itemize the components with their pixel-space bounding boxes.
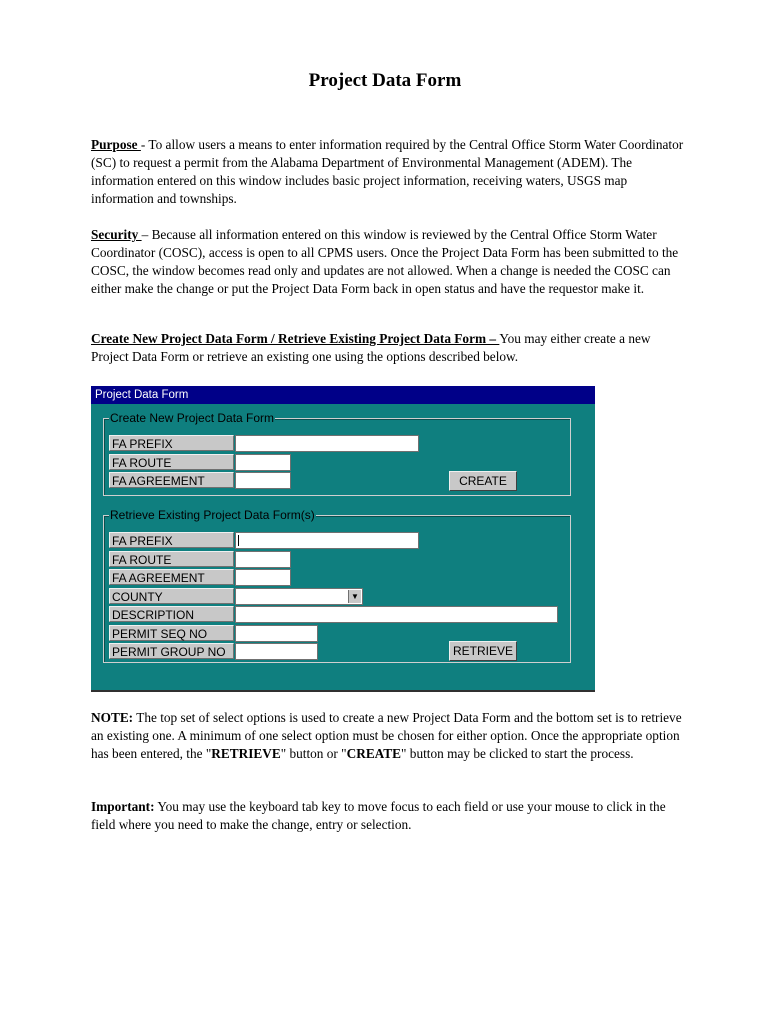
note-create: CREATE xyxy=(346,746,402,761)
page-title: Project Data Form xyxy=(308,70,462,91)
note-retrieve: RETRIEVE xyxy=(211,746,281,761)
retrieve-county-select[interactable] xyxy=(235,588,363,605)
note-paragraph xyxy=(91,709,691,763)
note-text-1: The top set of select options is used to create a new Project Data Form and the bottom set is to retrieve an existing one. A minimum of one select option must be chosen for either option. Once the appropriate option has been entered, the " xyxy=(91,710,682,761)
text-cursor xyxy=(238,535,239,546)
retrieve-fa-route-label: FA ROUTE xyxy=(109,551,234,567)
retrieve-fa-agreement-input[interactable] xyxy=(235,569,291,586)
retrieve-description-input[interactable] xyxy=(235,606,558,623)
create-fa-prefix-input[interactable] xyxy=(235,435,419,452)
security-paragraph xyxy=(91,226,691,298)
project-data-form-window xyxy=(91,386,595,692)
important-label: Important: xyxy=(91,799,155,814)
chevron-down-icon[interactable]: ▼ xyxy=(348,590,361,603)
create-fa-prefix-label: FA PREFIX xyxy=(109,435,234,451)
retrieve-permit-group-label: PERMIT GROUP NO xyxy=(109,643,234,659)
create-fa-agreement-input[interactable] xyxy=(235,472,291,489)
purpose-text: - To allow users a means to enter information required by the Central Office Storm Water Coordinator (SC) to request a permit from the Alabama Department of Environmental Management (ADEM). The information entered on this window includes basic project information, receiving waters, USGS map information and townships. xyxy=(91,137,684,206)
note-label: NOTE: xyxy=(91,710,134,725)
security-text: – Because all information entered on this window is reviewed by the Central Office Storm Water Coordinator (COSC), access is open to all CPMS users. Once the Project Data Form has been submitted to the COSC, the window becomes read only and updates are not allowed. When a change is needed the COSC can either make the change or put the Project Data Form back in open status and have the requestor make it. xyxy=(91,227,679,296)
retrieve-group xyxy=(103,508,571,663)
important-paragraph xyxy=(91,798,691,834)
create-group xyxy=(103,411,571,496)
create-button[interactable]: CREATE xyxy=(449,471,517,491)
purpose-paragraph xyxy=(91,136,691,208)
important-text: You may use the keyboard tab key to move focus to each field or use your mouse to click in the field where you need to make the change, entry or selection. xyxy=(91,799,666,832)
window-titlebar: Project Data Form xyxy=(91,386,595,404)
retrieve-fa-agreement-label: FA AGREEMENT xyxy=(109,569,234,585)
retrieve-fa-prefix-input[interactable] xyxy=(235,532,419,549)
note-text-2: " button or " xyxy=(280,746,347,761)
retrieve-group-caption: Retrieve Existing Project Data Form(s) xyxy=(110,508,315,522)
create-fa-route-input[interactable] xyxy=(235,454,291,471)
retrieve-permit-group-input[interactable] xyxy=(235,643,318,660)
retrieve-description-label: DESCRIPTION xyxy=(109,606,234,622)
retrieve-permit-seq-input[interactable] xyxy=(235,625,318,642)
create-retrieve-text: You may either create a new Project Data Form or retrieve an existing one using the options described below. xyxy=(91,331,651,364)
retrieve-button[interactable]: RETRIEVE xyxy=(449,641,517,661)
purpose-label: Purpose xyxy=(91,137,141,152)
create-fa-route-label: FA ROUTE xyxy=(109,454,234,470)
create-retrieve-paragraph xyxy=(91,330,691,366)
create-group-caption: Create New Project Data Form xyxy=(110,411,275,425)
create-fa-agreement-label: FA AGREEMENT xyxy=(109,472,234,488)
retrieve-fa-route-input[interactable] xyxy=(235,551,291,568)
retrieve-permit-seq-label: PERMIT SEQ NO xyxy=(109,625,234,641)
retrieve-fa-prefix-label: FA PREFIX xyxy=(109,532,234,548)
retrieve-county-label: COUNTY xyxy=(109,588,234,604)
note-text-3: " button may be clicked to start the process. xyxy=(401,746,634,761)
security-label: Security xyxy=(91,227,142,242)
create-retrieve-label: Create New Project Data Form / Retrieve Existing Project Data Form – xyxy=(91,331,500,346)
